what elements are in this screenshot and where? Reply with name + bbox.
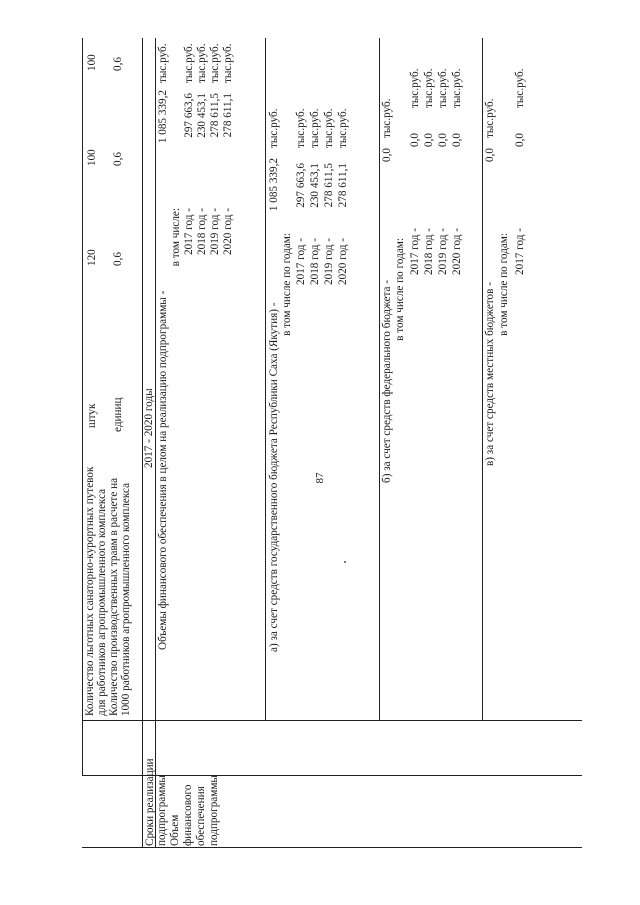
indicator-1-unit: штук bbox=[86, 403, 98, 428]
indicator-2-value-2019: 0,6 bbox=[112, 57, 124, 71]
regional-value: 1 085 339,2 bbox=[268, 158, 280, 212]
federal-unit-2019: тыс.руб. bbox=[437, 68, 449, 108]
scan-speck bbox=[344, 561, 346, 563]
regional-unit-2019: тыс.руб. bbox=[323, 108, 335, 148]
total-unit-2019: тыс.руб. bbox=[209, 43, 221, 83]
federal-unit-2020: тыс.руб. bbox=[451, 68, 463, 108]
federal-unit: тыс.руб. bbox=[381, 98, 393, 138]
period-label-line-1: Сроки реализации bbox=[144, 758, 156, 846]
period-label-line-2: подпрограммы bbox=[156, 775, 168, 846]
regional-unit-2018: тыс.руб. bbox=[309, 108, 321, 148]
federal-value-2017: 0,0 bbox=[409, 133, 421, 147]
financing-total-value: 1 085 339,2 bbox=[157, 90, 169, 144]
federal-sub: в том числе по годам: bbox=[394, 238, 406, 341]
total-value-2020: 278 611,1 bbox=[222, 93, 234, 138]
regional-value-2020: 278 611,1 bbox=[337, 163, 349, 208]
indicator-1-value-2019: 100 bbox=[86, 54, 98, 71]
federal-year-2017: 2017 год - bbox=[409, 228, 421, 275]
regional-unit-2017: тыс.руб. bbox=[295, 108, 307, 148]
regional-value-2017: 297 663,6 bbox=[295, 163, 307, 208]
total-year-2018: 2018 год - bbox=[196, 208, 208, 255]
financing-total-sub: в том числе: bbox=[170, 208, 182, 267]
financing-label-line-3: обеспечения bbox=[195, 786, 207, 846]
federal-year-2019: 2019 год - bbox=[437, 228, 449, 275]
federal-text: б) за счет средств федерального бюджета - bbox=[381, 279, 393, 483]
row-divider-period-bottom bbox=[155, 38, 156, 848]
regional-year-2018: 2018 год - bbox=[309, 238, 321, 285]
row-divider-local bbox=[482, 38, 483, 721]
indicator-2-label-line-2: 1000 работников агропромышленного комплекса bbox=[120, 482, 132, 716]
financing-label-line-1: Объем bbox=[169, 814, 181, 846]
total-year-2019: 2019 год - bbox=[209, 208, 221, 255]
regional-unit: тыс.руб. bbox=[268, 108, 280, 148]
local-sub: в том числе по годам: bbox=[498, 233, 510, 336]
local-value: 0,0 bbox=[484, 148, 496, 162]
indicator-2-value-2018: 0,6 bbox=[112, 152, 124, 166]
local-value-2017: 0,0 bbox=[514, 133, 526, 147]
regional-year-2020: 2020 год - bbox=[337, 238, 349, 285]
total-unit-2018: тыс.руб. bbox=[196, 43, 208, 83]
indicator-2-label-line-1: Количество производственных травм в расчете на bbox=[108, 477, 120, 716]
local-year-2017: 2017 год - bbox=[514, 228, 526, 275]
total-unit-2020: тыс.руб. bbox=[222, 43, 234, 83]
total-year-2020: 2020 год - bbox=[222, 208, 234, 255]
total-year-2017: 2017 год - bbox=[183, 208, 195, 255]
table-border-left bbox=[82, 847, 582, 848]
regional-sub: в том числе по годам: bbox=[281, 233, 293, 336]
indicator-2-value-2017: 0,6 bbox=[112, 252, 124, 266]
federal-value-2019: 0,0 bbox=[437, 133, 449, 147]
federal-year-2020: 2020 год - bbox=[451, 228, 463, 275]
federal-unit-2017: тыс.руб. bbox=[409, 68, 421, 108]
table-border-top bbox=[82, 38, 83, 776]
indicator-2-unit: единиц bbox=[112, 397, 124, 432]
federal-year-2018: 2018 год - bbox=[423, 228, 435, 275]
financing-label-line-2: финансового bbox=[182, 784, 194, 846]
regional-value-2019: 278 611,5 bbox=[323, 163, 335, 208]
row-divider-regional bbox=[265, 38, 266, 721]
federal-value: 0,0 bbox=[381, 148, 393, 162]
indicator-1-label-line-2: для работников агропромышленного комплекса bbox=[96, 488, 108, 716]
document-sheet bbox=[82, 38, 582, 848]
indicator-1-value-2018: 100 bbox=[86, 149, 98, 166]
total-value-2017: 297 663,6 bbox=[183, 93, 195, 138]
regional-year-2019: 2019 год - bbox=[323, 238, 335, 285]
total-value-2019: 278 611,5 bbox=[209, 93, 221, 138]
total-unit-2017: тыс.руб. bbox=[183, 43, 195, 83]
col-divider-2 bbox=[82, 720, 582, 721]
indicator-1-label-line-1: Количество льготных санаторно-курортных путевок bbox=[84, 466, 96, 716]
row-divider-federal bbox=[379, 38, 380, 721]
regional-year-2017: 2017 год - bbox=[295, 238, 307, 285]
indicator-1-value-2017: 120 bbox=[86, 249, 98, 266]
federal-value-2018: 0,0 bbox=[423, 133, 435, 147]
regional-unit-2020: тыс.руб. bbox=[337, 108, 349, 148]
period-value: 2017 - 2020 годы bbox=[143, 388, 155, 468]
regional-text: а) за счет средств государственного бюджета Республики Саха (Якутия) - bbox=[268, 302, 280, 652]
total-value-2018: 230 453,1 bbox=[196, 93, 208, 138]
local-unit: тыс.руб. bbox=[484, 98, 496, 138]
regional-value-2018: 230 453,1 bbox=[309, 163, 321, 208]
financing-total-text: Объемы финансового обеспечения в целом на реализацию подпрограммы - bbox=[157, 290, 169, 650]
federal-value-2020: 0,0 bbox=[451, 133, 463, 147]
landscape-table bbox=[82, 38, 582, 848]
page-number: 87 bbox=[314, 472, 326, 484]
local-unit-2017: тыс.руб. bbox=[514, 68, 526, 108]
federal-unit-2018: тыс.руб. bbox=[423, 68, 435, 108]
financing-label-line-4: подпрограммы bbox=[208, 775, 220, 846]
local-text: в) за счет средств местных бюджетов - bbox=[484, 282, 496, 466]
financing-total-unit: тыс.руб. bbox=[157, 43, 169, 83]
